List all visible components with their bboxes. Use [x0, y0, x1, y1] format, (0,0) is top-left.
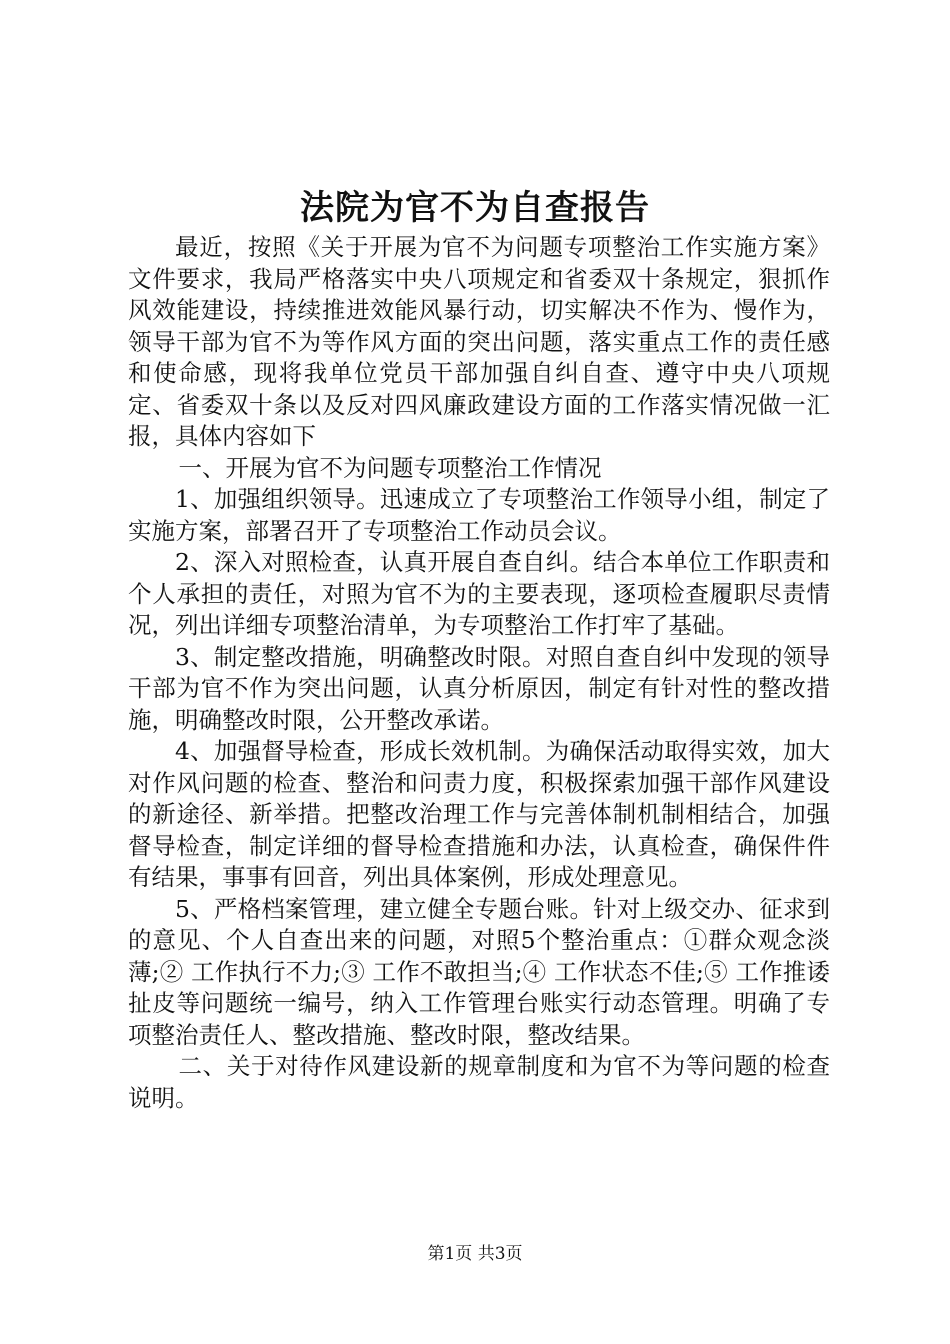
section-heading-1: 一、开展为官不为问题专项整治工作情况 — [178, 453, 602, 482]
document-body — [128, 232, 830, 1114]
list-item-2: 2、深入对照检查，认真开展自查自纠。结合本单位工作职责和个人承担的责任，对照为官不为的主要表现，逐项检查履职尽责情况，列出详细专项整治清单，为专项整治工作打牢了基础。 — [128, 548, 830, 639]
document-title: 法院为官不为自查报告 — [300, 188, 650, 228]
page-footer: 第1页 共3页 — [427, 1244, 523, 1264]
list-item-3: 3、制定整改措施，明确整改时限。对照自查自纠中发现的领导干部为官不作为突出问题，认真分析原因，制定有针对性的整改措施，明确整改时限，公开整改承诺。 — [128, 642, 830, 734]
list-item-4: 4、加强督导检查，形成长效机制。为确保活动取得实效，加大对作风问题的检查、整治和问责力度，积极探索加强干部作风建设的新途径、新举措。把整改治理工作与完善体制机制相结合，加强督导检查，制定详细的督导检查措施和办法，认真检查，确保件件有结果，事事有回音，列出具体案例，形成处理意见。 — [128, 737, 830, 891]
list-item-5: 5、严格档案管理，建立健全专题台账。针对上级交办、征求到的意见、个人自查出来的问题，对照5个整治重点：①群众观念淡薄;② 工作执行不力;③ 工作不敢担当;④ 工作状态不佳;⑤ 工作推诿扯皮等问题统一编号，纳入工作管理台账实行动态管理。明确了专项整治责任人、整改措施、整改时限，整改结果。 — [128, 894, 830, 1049]
intro-paragraph: 最近，按照《关于开展为官不为问题专项整治工作实施方案》文件要求，我局严格落实中央八项规定和省委双十条规定，狠抓作风效能建设，持续推进效能风暴行动，切实解决不作为、慢作为，领导干部为官不为等作风方面的突出问题，落实重点工作的责任感和使命感，现将我单位党员干部加强自纠自查、遵守中央八项规定、省委双十条以及反对四风廉政建设方面的工作落实情况做一汇报，具体内容如下 — [128, 233, 830, 450]
list-item-1: 1、加强组织领导。迅速成立了专项整治工作领导小组，制定了实施方案，部署召开了专项整治工作动员会议。 — [128, 485, 830, 545]
section-heading-2: 二、关于对待作风建设新的规章制度和为官不为等问题的检查说明。 — [128, 1052, 830, 1112]
